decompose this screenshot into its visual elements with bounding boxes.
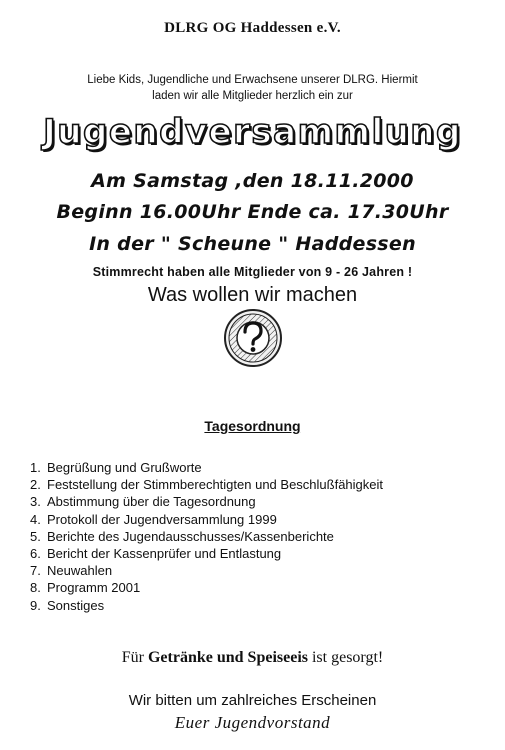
voting-note: Stimmrecht haben alle Mitglieder von 9 - 26 Jahren ! <box>92 265 413 279</box>
agenda-item: 5. Berichte des Jugendausschusses/Kassenberichte <box>30 528 334 544</box>
organization-name: DLRG OG Haddessen e.V. <box>164 20 341 36</box>
headline-text: Jugendversammlung <box>43 112 462 152</box>
agenda-item: 7. Neuwahlen <box>30 563 113 579</box>
event-place: In der " Scheune " Haddessen <box>89 233 416 255</box>
question-heading: Was wollen wir machen <box>147 284 358 306</box>
refreshments-note: Für Getränke und Speiseeis ist gesorgt! <box>121 649 384 666</box>
question-mark-icon <box>223 308 283 368</box>
agenda-title: Tagesordnung <box>204 418 301 434</box>
headline <box>0 112 505 152</box>
agenda-item: 9. Sonstiges <box>30 597 105 613</box>
intro-line-2: laden wir alle Mitglieder herzlich ein zur <box>152 90 353 102</box>
agenda-item: 6. Bericht der Kassenprüfer und Entlastung <box>30 545 282 561</box>
event-date: Am Samstag ,den 18.11.2000 <box>91 170 414 192</box>
agenda-item: 2. Feststellung der Stimmberechtigten und Beschlußfähigkeit <box>30 477 384 493</box>
signature: Euer Jugendvorstand <box>174 713 331 732</box>
agenda-list <box>30 459 383 614</box>
closing-line: Wir bitten um zahlreiches Erscheinen <box>128 692 377 709</box>
agenda-item: 4. Protokoll der Jugendversammlung 1999 <box>30 511 277 527</box>
event-time: Beginn 16.00Uhr Ende ca. 17.30Uhr <box>56 201 449 223</box>
agenda-item: 1. Begrüßung und Grußworte <box>30 460 202 475</box>
agenda-item: 3. Abstimmung über die Tagesordnung <box>30 494 256 510</box>
agenda-item: 8. Programm 2001 <box>30 580 141 596</box>
intro-line-1: Liebe Kids, Jugendliche und Erwachsene unserer DLRG. Hiermit <box>87 74 418 86</box>
